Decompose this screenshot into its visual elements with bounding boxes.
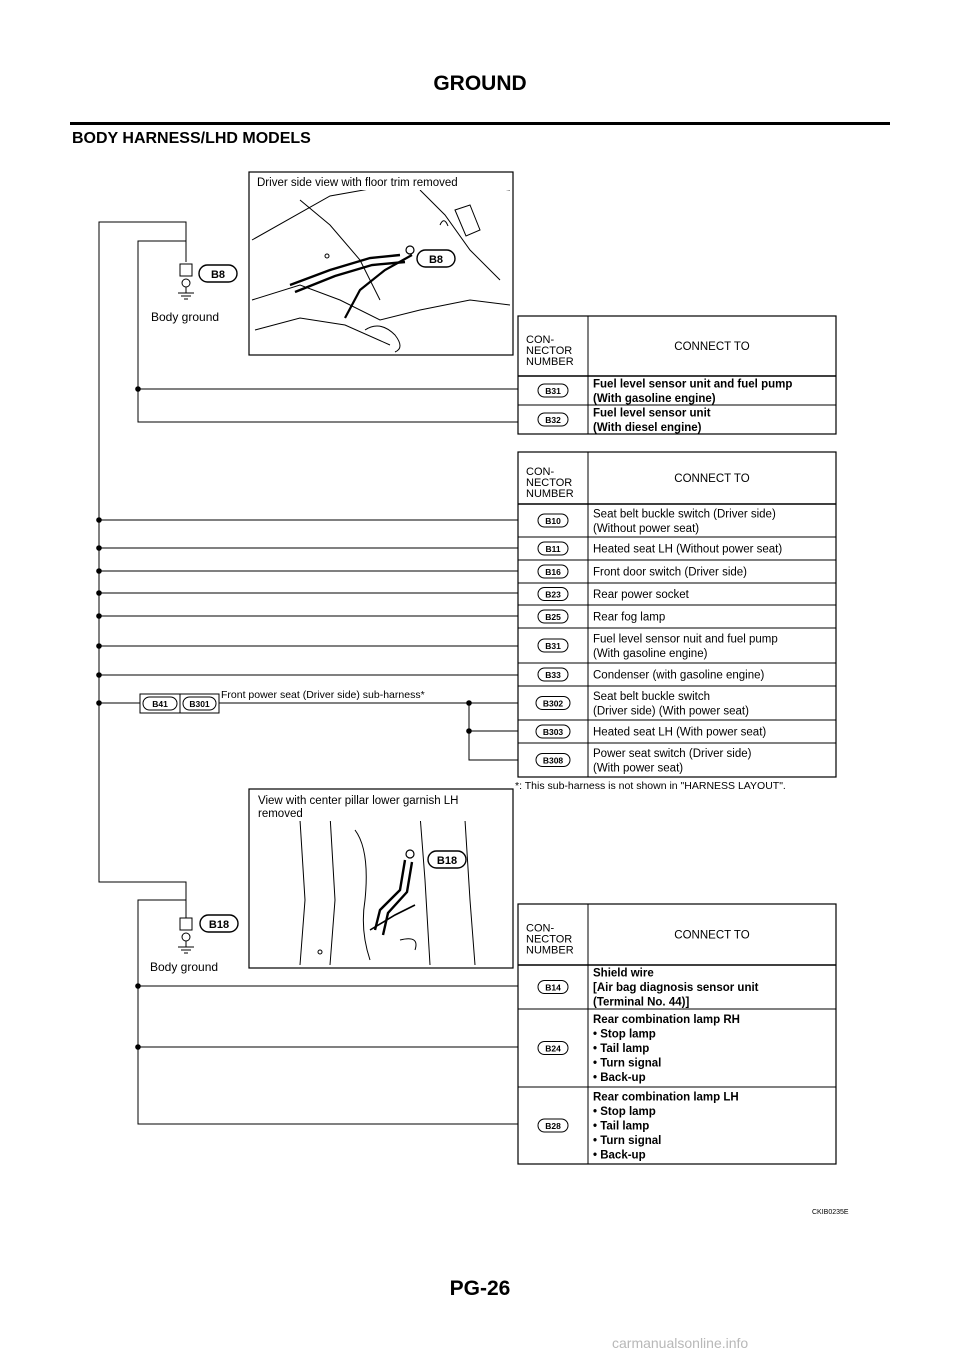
table-header-connector-number: NUMBER	[526, 356, 574, 368]
connector-number: B28	[545, 1121, 561, 1131]
ground-symbol-icon	[178, 918, 194, 953]
connect-to-text: Heated seat LH (With power seat)	[593, 726, 767, 739]
connect-to-text: (With gasoline engine)	[593, 647, 708, 660]
connect-to-text: Condenser (with gasoline engine)	[593, 669, 765, 682]
connector-number: B32	[545, 415, 561, 425]
connector-number: B302	[542, 698, 564, 709]
connector-number: B10	[545, 516, 561, 526]
connect-to-text: • Back-up	[593, 1072, 646, 1084]
ground-b18-label: Body ground	[150, 960, 219, 974]
section-title: BODY HARNESS/LHD MODELS	[72, 130, 311, 147]
connect-to-text: Fuel level sensor unit and fuel pump	[593, 378, 793, 391]
connector-number: B25	[545, 612, 561, 622]
connect-to-text: • Tail lamp	[593, 1043, 650, 1055]
connector-table-3	[518, 904, 836, 1164]
connect-to-text: Fuel level sensor nuit and fuel pump	[593, 633, 778, 646]
connect-to-text: Shield wire	[593, 967, 654, 980]
table-header-connector-number: CON-	[526, 334, 555, 346]
b8-view-tag: B8	[428, 254, 444, 266]
table-header-connector-number: NUMBER	[526, 944, 574, 957]
connector-number: B308	[542, 755, 564, 766]
ground-b8-label: Body ground	[151, 310, 220, 324]
connector-number: B14	[545, 982, 561, 993]
connect-to-text: (With power seat)	[593, 762, 684, 775]
b8-view-caption: Driver side view with floor trim removed	[257, 177, 458, 189]
page-number: PG-26	[449, 1277, 511, 1300]
table-header-connector-number: CON-	[526, 466, 555, 478]
connect-to-text: (With gasoline engine)	[593, 392, 716, 405]
connector-number: B24	[545, 1043, 561, 1054]
table-header-connector-number: CON-	[526, 922, 555, 935]
connect-to-text: [Air bag diagnosis sensor unit	[593, 982, 759, 994]
connect-to-text: • Stop lamp	[593, 1106, 656, 1118]
ground-b8-tag: B8	[210, 269, 226, 281]
sub-harness-connector-b301: B301	[189, 699, 210, 709]
connect-to-text: • Back-up	[593, 1149, 646, 1162]
connect-to-text: Fuel level sensor unit	[593, 407, 711, 420]
table-header-connector-number: NECTOR	[526, 477, 573, 489]
connect-to-text: Heated seat LH (Without power seat)	[593, 543, 783, 556]
sub-harness-label: Front power seat (Driver side) sub-harness*	[221, 689, 425, 701]
figure-code: CKIB0235E	[812, 1209, 849, 1216]
table-header-connect-to: CONNECT TO	[674, 473, 750, 485]
ground-b18-tag: B18	[208, 919, 230, 931]
connect-to-text: Seat belt buckle switch (Driver side)	[593, 508, 776, 521]
connector-number: B16	[545, 567, 561, 577]
connector-table-2	[518, 452, 836, 777]
table-header-connector-number: NECTOR	[526, 345, 573, 357]
harness-wiring	[99, 222, 518, 1124]
connect-to-text: (Driver side) (With power seat)	[593, 705, 749, 718]
table-header-connect-to: CONNECT TO	[674, 929, 750, 942]
connect-to-text: Rear fog lamp	[593, 611, 666, 624]
ground-symbol-icon	[178, 264, 194, 299]
ground-b8	[151, 264, 237, 324]
ground-b18	[150, 915, 238, 974]
connect-to-text: (Without power seat)	[593, 522, 700, 535]
connect-to-text: • Turn signal	[593, 1057, 662, 1070]
connect-to-text: Rear power socket	[593, 589, 689, 601]
connect-to-text: Rear combination lamp RH	[593, 1014, 740, 1026]
b18-view-caption-line-2: removed	[258, 808, 303, 820]
connect-to-text: • Stop lamp	[593, 1028, 656, 1041]
connect-to-text: (Terminal No. 44)]	[593, 996, 690, 1009]
connector-number: B33	[545, 670, 561, 680]
connect-to-text: (With diesel engine)	[593, 421, 702, 434]
table-header-connector-number: NUMBER	[526, 488, 574, 500]
connect-to-text: Power seat switch (Driver side)	[593, 747, 752, 760]
b18-view-caption-line-1: View with center pillar lower garnish LH	[258, 795, 459, 807]
connect-to-text: • Turn signal	[593, 1135, 662, 1147]
page-title: GROUND	[433, 72, 527, 95]
driver-side-floor-illustration	[249, 172, 513, 355]
table-header-connect-to: CONNECT TO	[674, 341, 750, 353]
sub-harness-note: *: This sub-harness is not shown in "HARNESS LAYOUT".	[515, 780, 786, 792]
sub-harness-connector-b41: B41	[152, 699, 168, 709]
connect-to-text: Seat belt buckle switch	[593, 690, 710, 703]
connector-number: B31	[545, 641, 561, 651]
connector-number: B303	[542, 727, 564, 737]
watermark: carmanualsonline.info	[612, 1335, 749, 1351]
center-pillar-illustration	[249, 789, 513, 968]
connector-number: B23	[545, 589, 561, 600]
connector-number: B31	[545, 386, 561, 396]
connector-tables	[518, 316, 836, 1164]
connect-to-text: Rear combination lamp LH	[593, 1091, 739, 1104]
connector-table-1	[518, 316, 836, 434]
table-header-connector-number: NECTOR	[526, 933, 573, 946]
connector-number: B11	[545, 544, 561, 554]
connect-to-text: Front door switch (Driver side)	[593, 566, 748, 579]
connect-to-text: • Tail lamp	[593, 1120, 650, 1133]
b18-view-tag: B18	[436, 855, 458, 867]
